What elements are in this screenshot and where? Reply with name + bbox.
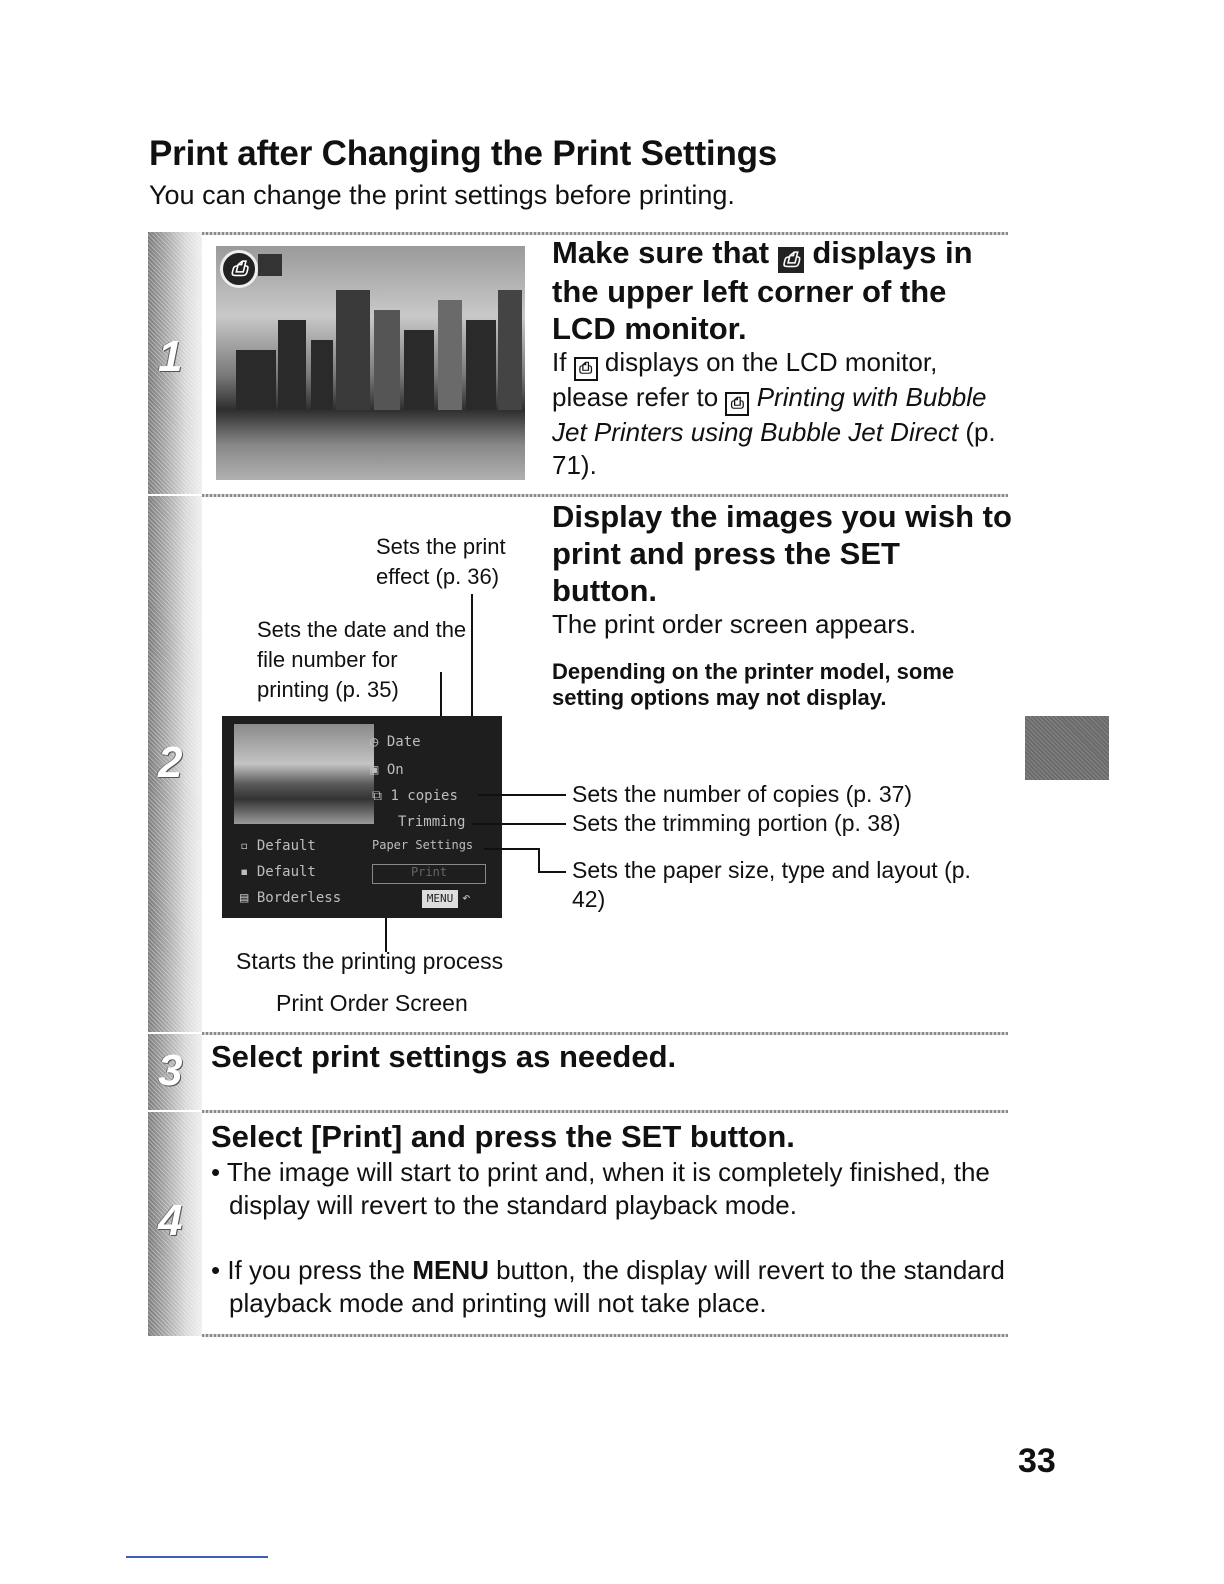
lcd-date-item: ◷ Date (370, 734, 421, 750)
step-number-1: 1 (158, 332, 183, 381)
screen-caption: Print Order Screen (276, 990, 468, 1016)
bubble-jet-icon: ⎙ (725, 392, 749, 416)
lcd-trimming-item: Trimming (398, 814, 466, 830)
step-number-3: 3 (158, 1046, 183, 1095)
step2-heading: Display the images you wish to print and press the SET button. (552, 499, 1012, 608)
lcd-print-button[interactable]: Print (372, 864, 486, 884)
leader-line (478, 794, 566, 796)
lcd-paper-settings-item: Paper Settings (372, 838, 474, 852)
page-title: Print after Changing the Print Settings (149, 134, 778, 173)
leader-line (538, 871, 566, 873)
lcd-borderless: ▤ Borderless (240, 890, 342, 906)
page-number: 33 (1018, 1442, 1056, 1480)
annotation-copies: Sets the number of copies (p. 37) (572, 781, 913, 807)
page-subtitle: You can change the print settings before printing. (149, 180, 735, 210)
leader-line (484, 848, 540, 850)
divider (202, 1032, 1008, 1035)
bottom-rule (126, 1556, 268, 1558)
direct-print-icon: ⎙ (778, 247, 804, 273)
lcd-menu-button[interactable]: MENU (422, 890, 458, 908)
annotation-print-effect: Sets the print effect (p. 36) (376, 534, 506, 589)
step4-bullet-1: • The image will start to print and, when it is completely finished, the display will revert to the standard playback mode. (211, 1157, 990, 1220)
divider (202, 1334, 1008, 1337)
mode-indicator-icon (258, 254, 282, 276)
back-arrow-icon: ↶ (462, 890, 471, 906)
lcd-screenshot-playback (216, 246, 525, 480)
step1-body: If ⎙ displays on the LCD monitor, please refer to ⎙ Printing with Bubble Jet Printers using Bubble Jet Direct (p. 71). (552, 347, 996, 480)
divider (202, 494, 1008, 497)
bubble-jet-icon: ⎙ (574, 357, 598, 381)
chapter-tab (1025, 716, 1109, 780)
annotation-start: Starts the printing process (236, 948, 504, 974)
lcd-default-2: ▪ Default (240, 864, 316, 880)
lcd-effect-item: ▣ On (370, 762, 404, 778)
lcd-screenshot-print-order (222, 716, 502, 918)
step3-heading: Select print settings as needed. (211, 1039, 677, 1074)
direct-print-icon: ⎙ (220, 250, 258, 288)
divider (202, 1110, 1008, 1113)
step2-body: The print order screen appears. (552, 609, 917, 639)
step4-heading: Select [Print] and press the SET button. (211, 1119, 795, 1154)
annotation-date-file: Sets the date and the file number for printing (p. 35) (257, 617, 467, 702)
step1-heading: Make sure that ⎙ displays in the upper left corner of the LCD monitor. (552, 235, 973, 346)
leader-line (538, 848, 540, 872)
leader-line (472, 823, 566, 825)
step2-note: Depending on the printer model, some setting options may not display. (552, 659, 955, 710)
annotation-paper: Sets the paper size, type and layout (p. 42) (572, 857, 971, 912)
lcd-default-1: ▫ Default (240, 838, 316, 854)
bubble-jet-reference-link[interactable]: Printing with Bubble Jet Printers using Bubble Jet Direct (552, 382, 987, 447)
step4-bullet-2: • If you press the MENU button, the display will revert to the standard playback mode and printing will not take place. (211, 1255, 1005, 1318)
annotation-trimming: Sets the trimming portion (p. 38) (572, 810, 901, 836)
image-thumbnail (234, 724, 374, 824)
lcd-copies-item: ⧉ 1 copies (372, 788, 458, 804)
step-number-4: 4 (158, 1196, 183, 1245)
step-number-2: 2 (158, 738, 183, 787)
